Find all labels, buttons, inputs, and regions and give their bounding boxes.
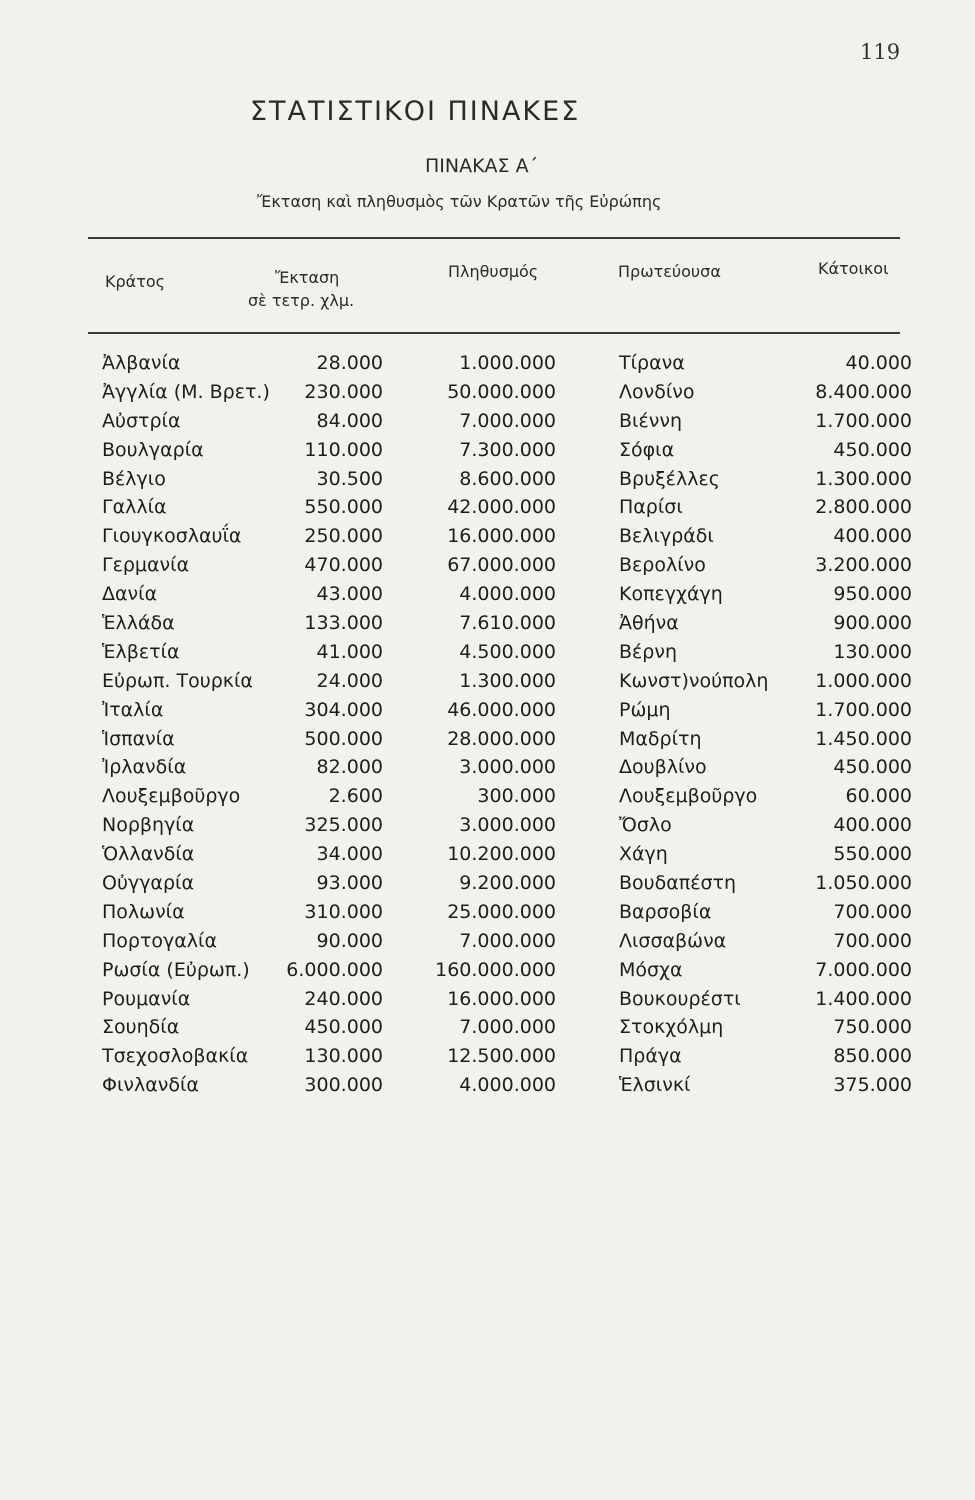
- table-row: [0, 523, 975, 552]
- cell-population: 3.000.000: [459, 756, 556, 779]
- cell-state: Βουλγαρία: [102, 438, 204, 461]
- cell-capital: Σόφια: [619, 438, 675, 461]
- cell-capital: Πράγα: [619, 1045, 682, 1068]
- cell-population: 46.000.000: [447, 698, 556, 721]
- cell-state: Ἱσπανία: [102, 727, 175, 750]
- cell-area: 41.000: [316, 640, 383, 663]
- cell-state: Ἀγγλία (Μ. Βρετ.): [102, 380, 270, 403]
- cell-area: 304.000: [304, 698, 383, 721]
- cell-capital: Παρίσι: [619, 496, 683, 519]
- cell-area: 82.000: [316, 756, 383, 779]
- table-row: [0, 466, 975, 495]
- cell-state: Ρωσία (Εὐρωπ.): [102, 958, 250, 981]
- cell-state: Φινλανδία: [102, 1074, 199, 1097]
- cell-residents: 400.000: [833, 525, 912, 548]
- cell-area: 300.000: [304, 1074, 383, 1097]
- table-row: [0, 581, 975, 610]
- cell-area: 43.000: [316, 583, 383, 606]
- cell-state: Γαλλία: [102, 496, 167, 519]
- table-row: [0, 957, 975, 986]
- cell-capital: Κοπεγχάγη: [619, 583, 723, 606]
- cell-state: Ἑλλάδα: [102, 612, 175, 635]
- cell-capital: Ὄσλο: [619, 814, 672, 837]
- cell-residents: 1.050.000: [815, 872, 912, 895]
- cell-state: Λουξεμβοῦργο: [102, 785, 241, 808]
- cell-residents: 130.000: [833, 640, 912, 663]
- column-header-residents: Κάτοικοι: [818, 259, 889, 278]
- page-number: 119: [860, 40, 901, 64]
- cell-area: 110.000: [304, 438, 383, 461]
- cell-population: 25.000.000: [447, 900, 556, 923]
- cell-residents: 900.000: [833, 612, 912, 635]
- cell-capital: Μαδρίτη: [619, 727, 702, 750]
- cell-capital: Ἑλσινκί: [619, 1074, 691, 1097]
- cell-capital: Βουκουρέστι: [619, 987, 741, 1010]
- cell-state: Γερμανία: [102, 554, 190, 577]
- table-row: [0, 899, 975, 928]
- cell-residents: 375.000: [833, 1074, 912, 1097]
- cell-capital: Ρώμη: [619, 698, 671, 721]
- cell-capital: Χάγη: [619, 843, 668, 866]
- cell-capital: Βιέννη: [619, 409, 683, 432]
- cell-residents: 2.800.000: [815, 496, 912, 519]
- cell-residents: 700.000: [833, 900, 912, 923]
- table-row: [0, 1014, 975, 1043]
- cell-residents: 550.000: [833, 843, 912, 866]
- table-row: [0, 697, 975, 726]
- table-row: [0, 494, 975, 523]
- table-row: [0, 408, 975, 437]
- cell-state: Ἰταλία: [102, 698, 164, 721]
- cell-state: Ἰρλανδία: [102, 756, 187, 779]
- cell-state: Βέλγιο: [102, 467, 166, 490]
- cell-residents: 450.000: [833, 756, 912, 779]
- cell-population: 4.000.000: [459, 1074, 556, 1097]
- cell-residents: 7.000.000: [815, 958, 912, 981]
- cell-area: 310.000: [304, 900, 383, 923]
- header-rule-bottom: [88, 332, 900, 334]
- cell-capital: Μόσχα: [619, 958, 683, 981]
- cell-population: 7.000.000: [459, 929, 556, 952]
- cell-population: 9.200.000: [459, 872, 556, 895]
- cell-area: 90.000: [316, 929, 383, 952]
- cell-area: 84.000: [316, 409, 383, 432]
- cell-area: 325.000: [304, 814, 383, 837]
- cell-population: 28.000.000: [447, 727, 556, 750]
- table-body: [0, 350, 975, 1101]
- column-header-area-unit: σὲ τετρ. χλμ.: [248, 291, 355, 310]
- table-row: [0, 610, 975, 639]
- cell-residents: 1.000.000: [815, 669, 912, 692]
- table-row: [0, 437, 975, 466]
- cell-state: Δανία: [102, 583, 158, 606]
- page-title: ΣΤΑΤΙΣΤΙΚΟΙ ΠΙΝΑΚΕΣ: [250, 96, 581, 127]
- cell-capital: Τίρανα: [619, 352, 685, 374]
- cell-population: 42.000.000: [447, 496, 556, 519]
- cell-capital: Λονδίνο: [619, 380, 695, 403]
- cell-state: Ρουμανία: [102, 987, 191, 1010]
- cell-residents: 850.000: [833, 1045, 912, 1068]
- table-row: [0, 639, 975, 668]
- column-header-area: Ἔκταση: [275, 268, 340, 287]
- cell-population: 10.200.000: [447, 843, 556, 866]
- cell-population: 4.500.000: [459, 640, 556, 663]
- table-row: [0, 928, 975, 957]
- header-rule-top: [88, 237, 900, 239]
- table-title: ΠΙΝΑΚΑΣ Α΄: [425, 155, 539, 177]
- cell-area: 30.500: [316, 467, 383, 490]
- table-row: [0, 986, 975, 1015]
- cell-area: 24.000: [316, 669, 383, 692]
- table-row: [0, 754, 975, 783]
- cell-capital: Λουξεμβοῦργο: [619, 785, 758, 808]
- cell-population: 16.000.000: [447, 987, 556, 1010]
- table-row: [0, 726, 975, 755]
- cell-residents: 700.000: [833, 929, 912, 952]
- cell-population: 7.610.000: [459, 612, 556, 635]
- cell-area: 6.000.000: [286, 958, 383, 981]
- cell-area: 450.000: [304, 1016, 383, 1039]
- cell-residents: 60.000: [845, 785, 912, 808]
- cell-residents: 1.700.000: [815, 409, 912, 432]
- cell-residents: 450.000: [833, 438, 912, 461]
- cell-residents: 1.400.000: [815, 987, 912, 1010]
- cell-capital: Ἀθήνα: [619, 612, 679, 635]
- cell-area: 133.000: [304, 612, 383, 635]
- cell-state: Ὁλλανδία: [102, 843, 195, 866]
- cell-population: 7.300.000: [459, 438, 556, 461]
- cell-capital: Βελιγράδι: [619, 525, 714, 548]
- cell-residents: 1.450.000: [815, 727, 912, 750]
- table-row: [0, 783, 975, 812]
- cell-area: 500.000: [304, 727, 383, 750]
- cell-residents: 40.000: [845, 352, 912, 374]
- cell-population: 7.000.000: [459, 1016, 556, 1039]
- cell-residents: 3.200.000: [815, 554, 912, 577]
- cell-population: 8.600.000: [459, 467, 556, 490]
- cell-area: 28.000: [316, 352, 383, 374]
- cell-population: 3.000.000: [459, 814, 556, 837]
- cell-state: Πολωνία: [102, 900, 185, 923]
- cell-population: 4.000.000: [459, 583, 556, 606]
- table-row: [0, 350, 975, 379]
- cell-residents: 1.300.000: [815, 467, 912, 490]
- cell-population: 1.300.000: [459, 669, 556, 692]
- cell-area: 250.000: [304, 525, 383, 548]
- cell-population: 160.000.000: [435, 958, 556, 981]
- cell-capital: Λισσαβώνα: [619, 929, 727, 952]
- cell-capital: Βερολίνο: [619, 554, 706, 577]
- cell-capital: Δουβλίνο: [619, 756, 707, 779]
- cell-area: 93.000: [316, 872, 383, 895]
- cell-area: 2.600: [328, 785, 383, 808]
- cell-state: Ἀλβανία: [102, 352, 181, 374]
- cell-area: 130.000: [304, 1045, 383, 1068]
- cell-state: Σουηδία: [102, 1016, 180, 1039]
- table-row: [0, 668, 975, 697]
- table-row: [0, 1072, 975, 1101]
- cell-state: Ἑλβετία: [102, 640, 180, 663]
- cell-population: 16.000.000: [447, 525, 556, 548]
- cell-residents: 400.000: [833, 814, 912, 837]
- cell-area: 230.000: [304, 380, 383, 403]
- cell-state: Πορτογαλία: [102, 929, 218, 952]
- cell-state: Τσεχοσλοβακία: [102, 1045, 249, 1068]
- cell-capital: Στοκχόλμη: [619, 1016, 724, 1039]
- cell-state: Αὐστρία: [102, 409, 181, 432]
- cell-state: Εὐρωπ. Τουρκία: [102, 669, 253, 692]
- cell-area: 34.000: [316, 843, 383, 866]
- cell-residents: 8.400.000: [815, 380, 912, 403]
- cell-state: Οὐγγαρία: [102, 872, 194, 895]
- cell-population: 12.500.000: [447, 1045, 556, 1068]
- cell-population: 50.000.000: [447, 380, 556, 403]
- cell-capital: Βέρνη: [619, 640, 678, 663]
- cell-area: 470.000: [304, 554, 383, 577]
- cell-area: 240.000: [304, 987, 383, 1010]
- column-header-population: Πληθυσμός: [448, 262, 539, 281]
- cell-state: Γιουγκοσλαυΐα: [102, 525, 242, 548]
- cell-state: Νορβηγία: [102, 814, 195, 837]
- table-subtitle: Ἔκταση καὶ πληθυσμὸς τῶν Κρατῶν τῆς Εὐρώπης: [257, 192, 662, 211]
- cell-population: 7.000.000: [459, 409, 556, 432]
- table-row: [0, 379, 975, 408]
- column-header-state: Κράτος: [105, 272, 166, 291]
- cell-residents: 950.000: [833, 583, 912, 606]
- cell-area: 550.000: [304, 496, 383, 519]
- table-row: [0, 870, 975, 899]
- cell-residents: 1.700.000: [815, 698, 912, 721]
- cell-capital: Κωνστ)νούπολη: [619, 669, 769, 692]
- cell-capital: Βουδαπέστη: [619, 872, 737, 895]
- cell-population: 300.000: [477, 785, 556, 808]
- cell-population: 67.000.000: [447, 554, 556, 577]
- table-row: [0, 812, 975, 841]
- cell-capital: Βρυξέλλες: [619, 467, 720, 490]
- column-header-capital: Πρωτεύουσα: [618, 262, 721, 281]
- cell-residents: 750.000: [833, 1016, 912, 1039]
- cell-population: 1.000.000: [459, 352, 556, 374]
- table-row: [0, 552, 975, 581]
- table-row: [0, 1043, 975, 1072]
- table-row: [0, 841, 975, 870]
- cell-capital: Βαρσοβία: [619, 900, 712, 923]
